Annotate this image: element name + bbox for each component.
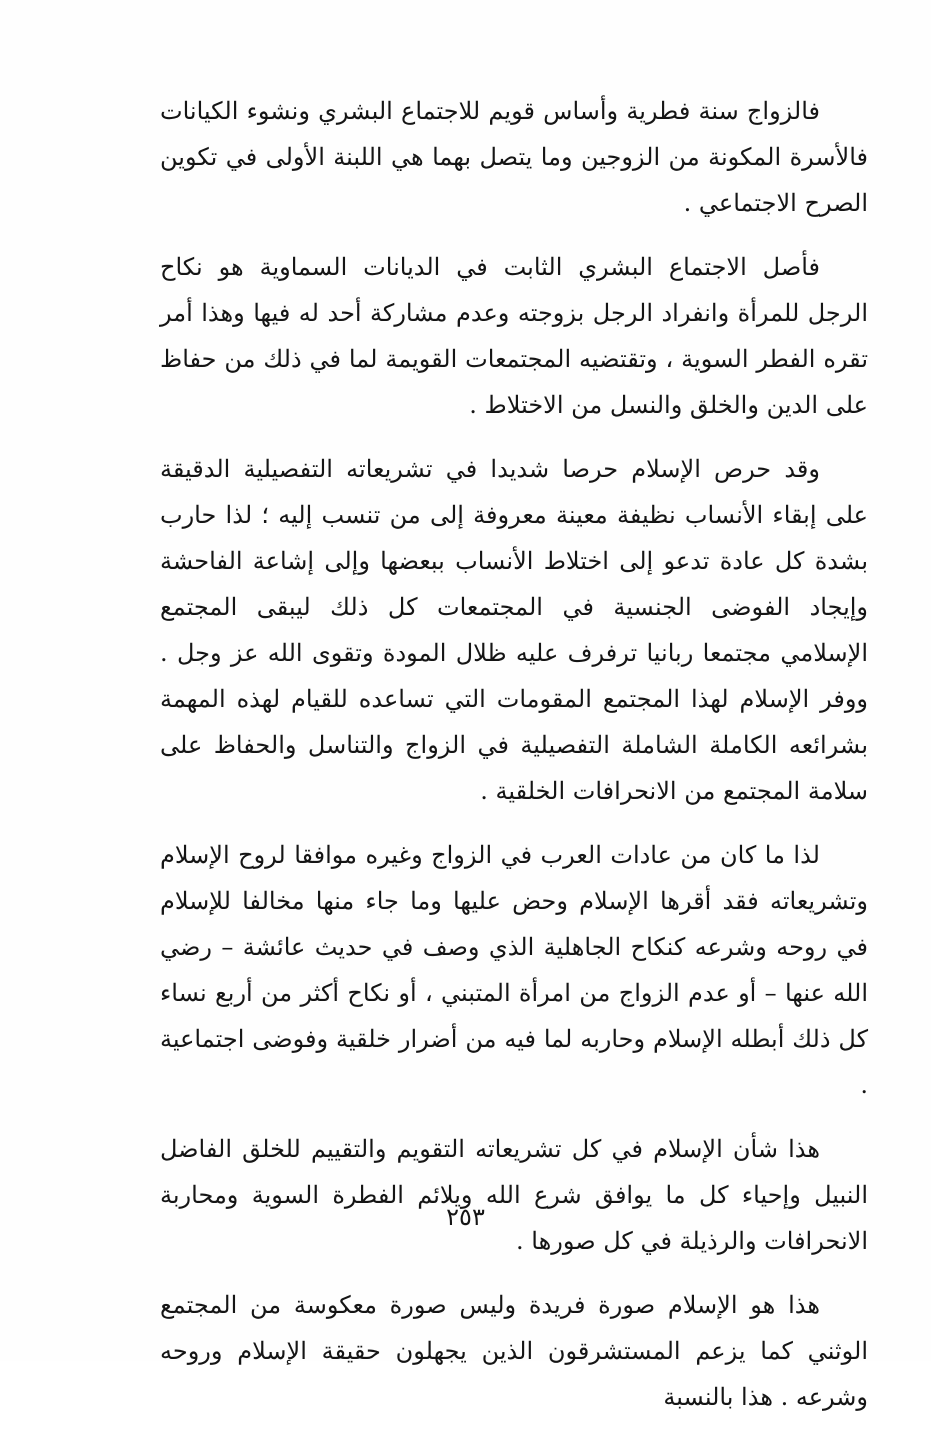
- body-text: [160, 88, 868, 1438]
- paragraph-arab-customs: لذا ما كان من عادات العرب في الزواج وغيره موافقا لروح الإسلام وتشريعاته فقد أقرها الإسلام وحض عليها وما جاء منها مخالفا للإسلام في روحه وشرعه كنكاح الجاهلية الذي وصف في حديث عائشة – رضي الله عنها – أو عدم الزواج من امرأة المتبني ، أو نكاح أكثر من أربع نساء كل ذلك أبطله الإسلام وحاربه لما فيه من أضرار خلقية وفوضى اجتماعية .: [160, 841, 869, 1099]
- page-number: ٢٥٣: [446, 1203, 485, 1231]
- paragraph-human-society-origin: فأصل الاجتماع البشري الثابت في الديانات السماوية هو نكاح الرجل للمرأة وانفراد الرجل بزوجته وعدم مشاركة أحد له فيها وهذا أمر تقره الفطر السوية ، وتقتضيه المجتمعات القويمة لما في ذلك من حفاظ على الدين والخلق والنسل من الاختلاط .: [160, 253, 868, 419]
- paragraph-islam-reform: هذا شأن الإسلام في كل تشريعاته التقويم والتقييم للخلق الفاضل النبيل وإحياء كل ما يوافق شرع الله ويلائم الفطرة السوية ومحاربة الانحرافات والرذيلة في كل صورها .: [160, 1135, 868, 1255]
- paragraph-marriage-nature: فالزواج سنة فطرية وأساس قويم للاجتماع البشري ونشوء الكيانات فالأسرة المكونة من الزوجين وما يتصل بهما هي اللبنة الأولى في تكوين الصرح الاجتماعي .: [160, 97, 868, 217]
- paragraph-lineage-preservation: وقد حرص الإسلام حرصا شديدا في تشريعاته التفصيلية الدقيقة على إبقاء الأنساب نظيفة معينة معروفة إلى من تنسب إليه ؛ لذا حارب بشدة كل عادة تدعو إلى اختلاط الأنساب ببعضها وإلى إشاعة الفاحشة وإيجاد الفوضى الجنسية في المجتمعات كل ذلك ليبقى المجتمع الإسلامي مجتمعا ربانيا ترفرف عليه ظلال المودة وتقوى الله عز وجل . ووفر الإسلام لهذا المجتمع المقومات التي تساعده للقيام لهذه المهمة بشرائعه الكاملة الشاملة التفصيلية في الزواج والتناسل والحفاظ على سلامة المجتمع من الانحرافات الخلقية .: [160, 455, 868, 805]
- paragraph-unique-image: هذا هو الإسلام صورة فريدة وليس صورة معكوسة من المجتمع الوثني كما يزعم المستشرقون الذين يجهلون حقيقة الإسلام وروحه وشرعه . هذا بالنسبة: [160, 1291, 868, 1411]
